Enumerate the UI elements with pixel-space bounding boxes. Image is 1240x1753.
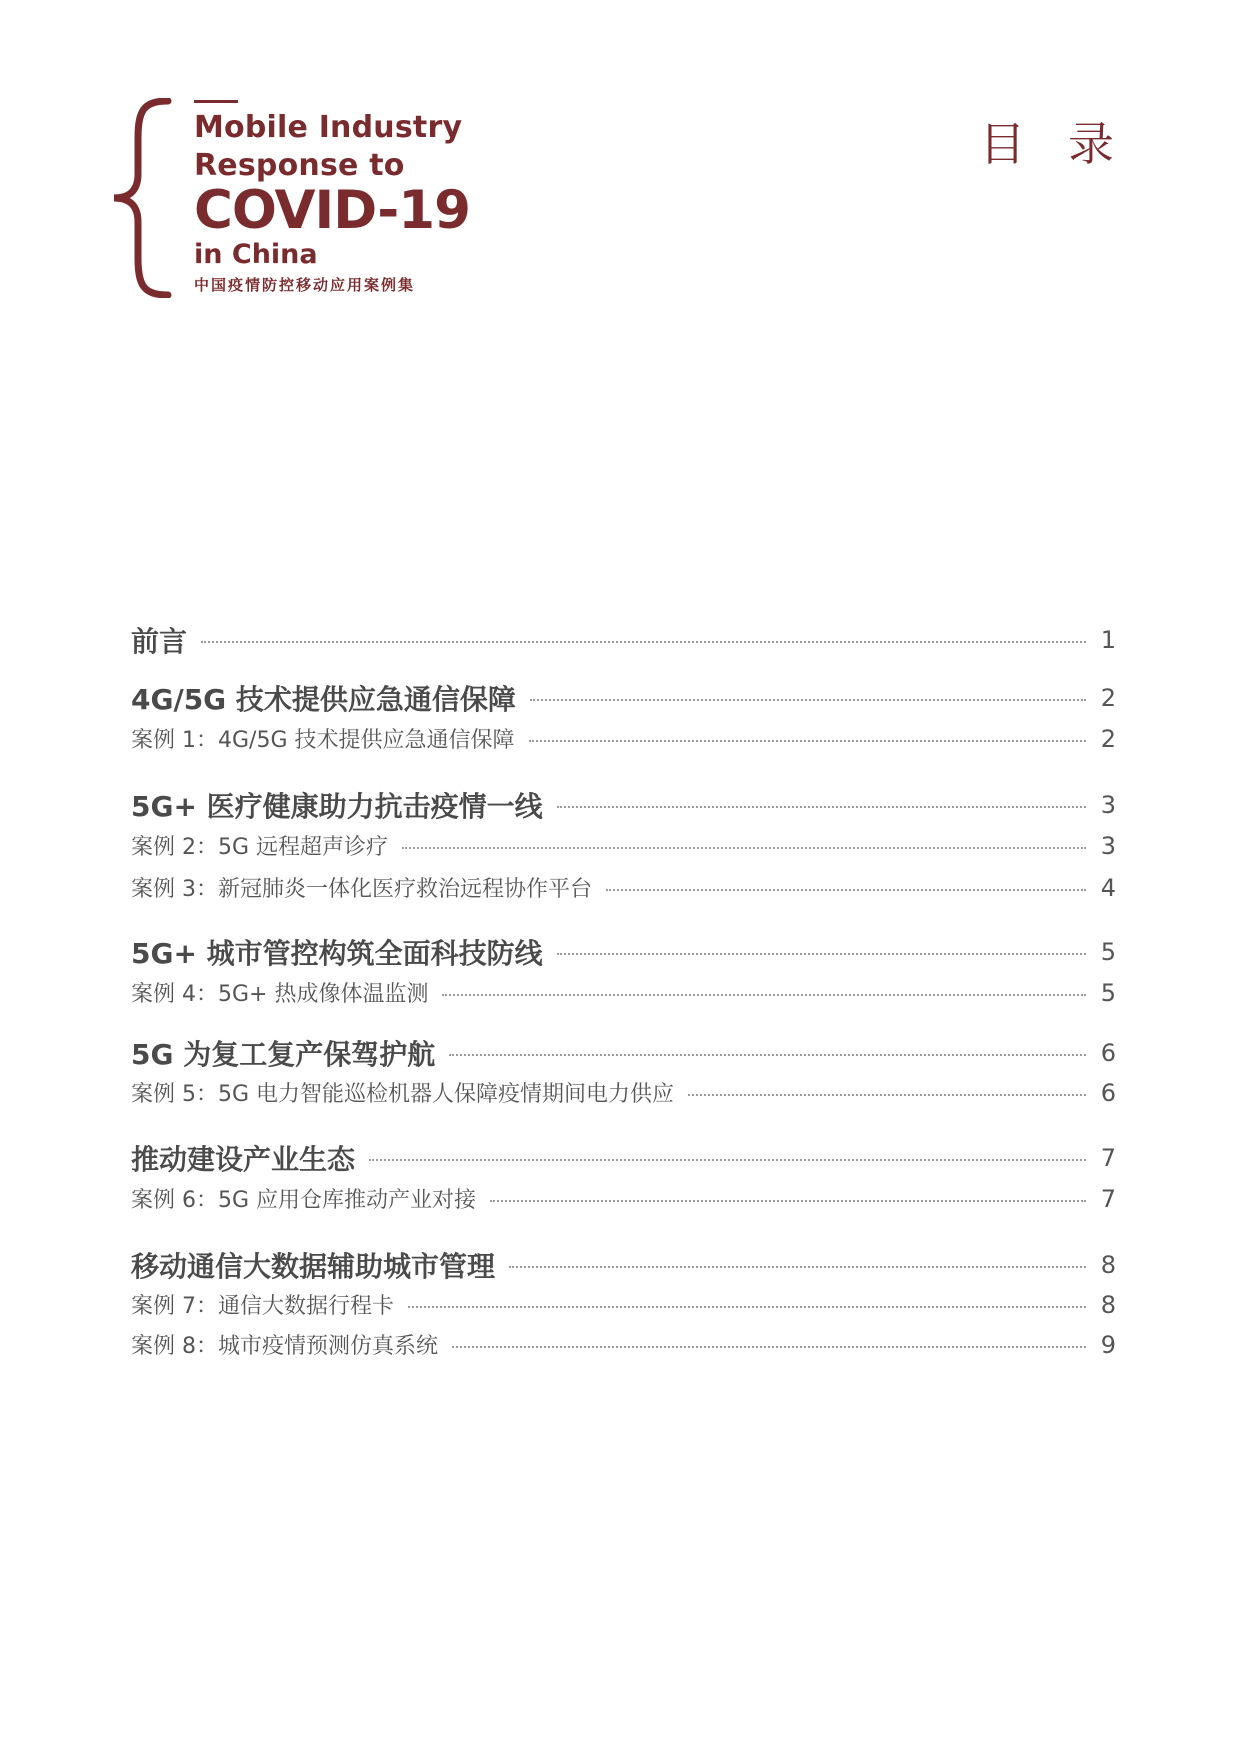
toc-entry-case[interactable]	[131, 977, 1116, 1008]
dot-leader	[557, 806, 1086, 808]
toc-page-number: 1	[1100, 626, 1116, 654]
toc-page-number: 2	[1100, 724, 1116, 753]
dot-leader	[442, 994, 1086, 996]
toc-entry-case[interactable]	[131, 723, 1116, 754]
toc-page-number: 3	[1100, 831, 1116, 860]
toc-entry-label: 推动建设产业生态	[131, 1143, 356, 1176]
dot-leader	[688, 1094, 1086, 1096]
toc-entry-label: 案例 5：5G 电力智能巡检机器人保障疫情期间电力供应	[131, 1082, 675, 1107]
toc-entry-case[interactable]	[131, 830, 1116, 861]
dot-leader	[490, 1200, 1086, 1202]
toc-entry-label: 5G+ 城市管控构筑全面科技防线	[131, 937, 543, 970]
logo-subtitle-chinese: 中国疫情防控移动应用案例集	[194, 276, 416, 294]
dot-leader	[530, 699, 1086, 701]
toc-entry-case[interactable]	[131, 1077, 1116, 1108]
dot-leader	[402, 847, 1086, 849]
toc-entry-heading[interactable]	[131, 1138, 1116, 1178]
logo-title-line-4: in China	[194, 239, 318, 270]
logo-accent-bar	[194, 100, 238, 103]
toc-entry-label: 案例 8：城市疫情预测仿真系统	[131, 1334, 438, 1359]
logo-title-line-1: Mobile Industry	[194, 110, 463, 145]
toc-page-number: 3	[1100, 791, 1116, 819]
dot-leader	[201, 641, 1086, 643]
toc-entry-case[interactable]	[131, 1289, 1116, 1320]
toc-entry-label: 案例 4：5G+ 热成像体温监测	[131, 982, 429, 1007]
dot-leader	[408, 1306, 1086, 1308]
toc-page-number: 5	[1100, 938, 1116, 966]
toc-entry-label: 案例 6：5G 应用仓库推动产业对接	[131, 1188, 477, 1213]
toc-entry-case[interactable]	[131, 1329, 1116, 1360]
toc-entry-label: 案例 7：通信大数据行程卡	[131, 1294, 394, 1319]
toc-page-number: 8	[1100, 1290, 1116, 1319]
toc-entry-label: 5G 为复工复产保驾护航	[131, 1038, 436, 1071]
toc-entry-case[interactable]	[131, 872, 1116, 903]
toc-entry-heading[interactable]	[131, 678, 1116, 718]
toc-entry-heading[interactable]	[131, 932, 1116, 972]
toc-entry-heading[interactable]	[131, 620, 1116, 660]
logo-title-line-2: Response to	[194, 148, 405, 183]
toc-page-number: 7	[1100, 1184, 1116, 1213]
toc-page-number: 8	[1100, 1251, 1116, 1279]
toc-entry-case[interactable]	[131, 1183, 1116, 1214]
dot-leader	[606, 889, 1086, 891]
curly-brace-icon	[110, 98, 180, 298]
toc-entry-label: 案例 1：4G/5G 技术提供应急通信保障	[131, 728, 515, 753]
toc-page-number: 6	[1100, 1078, 1116, 1107]
toc-page-number: 9	[1100, 1330, 1116, 1359]
toc-entry-heading[interactable]	[131, 1245, 1116, 1285]
toc-entry-label: 5G+ 医疗健康助力抗击疫情一线	[131, 790, 543, 823]
toc-entry-label: 案例 3：新冠肺炎一体化医疗救治远程协作平台	[131, 877, 592, 902]
toc-page-number: 2	[1100, 684, 1116, 712]
dot-leader	[452, 1346, 1086, 1348]
toc-entry-heading[interactable]	[131, 1033, 1116, 1073]
page-title: 目 录	[979, 117, 1128, 171]
dot-leader	[529, 740, 1087, 742]
toc-page-number: 7	[1100, 1144, 1116, 1172]
toc-entry-label: 4G/5G 技术提供应急通信保障	[131, 683, 516, 716]
logo-title-line-3: COVID-19	[194, 180, 470, 241]
dot-leader	[509, 1266, 1086, 1268]
toc-entry-label: 前言	[131, 625, 188, 658]
dot-leader	[369, 1159, 1086, 1161]
toc-entry-label: 案例 2：5G 远程超声诊疗	[131, 835, 389, 860]
report-logo	[110, 98, 530, 308]
toc-page-number: 5	[1100, 978, 1116, 1007]
toc-page-number: 4	[1100, 873, 1116, 902]
toc-entry-label: 移动通信大数据辅助城市管理	[131, 1250, 496, 1283]
toc-page-number: 6	[1100, 1039, 1116, 1067]
dot-leader	[557, 953, 1086, 955]
dot-leader	[449, 1054, 1086, 1056]
toc-entry-heading[interactable]	[131, 785, 1116, 825]
